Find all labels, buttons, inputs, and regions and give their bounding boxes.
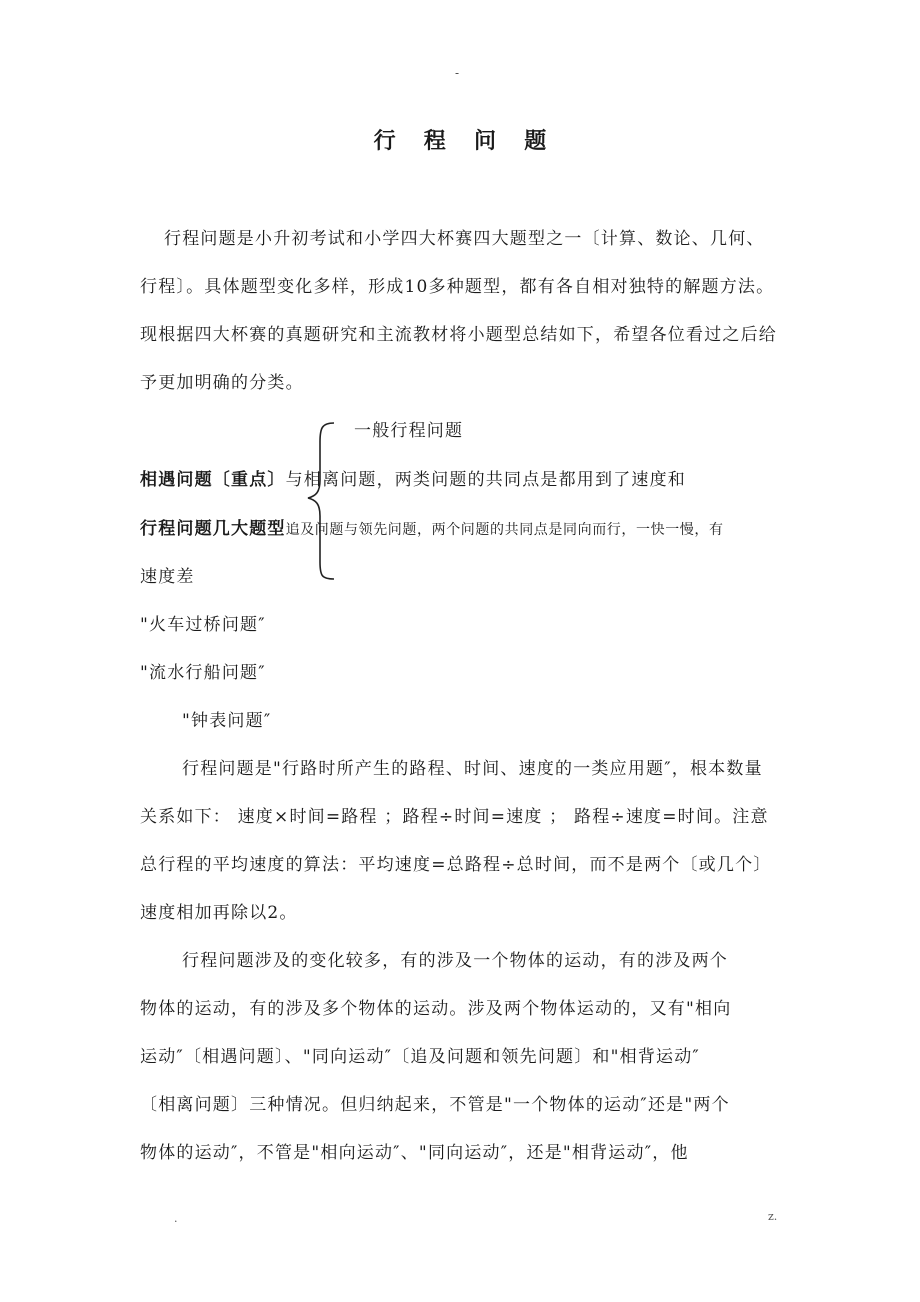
chase-description: 追及问题与领先问题，两个问题的共同点是同向而行，一快一慢，有 [285, 522, 724, 538]
meet-description: 与相离问题，两类问题的共同点是都用到了速度和 [285, 470, 687, 490]
river-boat-problem: "流水行船问题″ [140, 663, 266, 683]
definition-line: 总行程的平均速度的算法：平均速度=总路程÷总时间，而不是两个〔或几个〕 [140, 855, 772, 875]
motion-line: 〔相离问题〕三种情况。但归纳起来，不管是"一个物体的运动″还是"两个 [140, 1095, 730, 1115]
intro-line: 行程问题是小升初考试和小学四大杯赛四大题型之一〔计算、数论、几何、 [164, 229, 765, 249]
intro-line: 予更加明确的分类。 [140, 373, 304, 393]
header-mark: - [455, 66, 460, 80]
footer-left-mark: . [174, 1212, 178, 1225]
intro-line: 现根据四大杯赛的真题研究和主流教材将小题型总结如下，希望各位看过之后给 [140, 325, 777, 345]
chase-tail: 速度差 [140, 567, 195, 587]
intro-line: 行程〕。具体题型变化多样，形成10多种题型，都有各自相对独特的解题方法。 [140, 277, 775, 297]
footer-right-mark: z. [768, 1210, 778, 1223]
types-line [140, 514, 724, 539]
clock-problem: "钟表问题″ [182, 711, 272, 731]
general-travel-problem: 一般行程问题 [354, 421, 464, 441]
title-char: 程 [423, 128, 446, 154]
motion-line: 运动″〔相遇问题〕、"同向运动″〔追及问题和领先问题〕和"相背运动″ [140, 1047, 700, 1067]
title-char: 题 [524, 128, 547, 154]
curly-brace [302, 420, 342, 582]
motion-line: 物体的运动，有的涉及多个物体的运动。涉及两个物体运动的，又有"相向 [140, 999, 732, 1019]
types-label: 行程问题几大题型 [140, 519, 286, 539]
motion-line: 物体的运动″，不管是"相向运动″、"同向运动″，还是"相背运动″，他 [140, 1143, 689, 1163]
meet-label: 相遇问题〔重点〕 [140, 470, 286, 490]
motion-line: 行程问题涉及的变化较多，有的涉及一个物体的运动，有的涉及两个 [182, 951, 728, 971]
definition-line: 行程问题是"行路时所产生的路程、时间、速度的一类应用题″，根本数量 [182, 759, 763, 779]
definition-line: 关系如下： 速度×时间=路程 ；路程÷时间=速度 ； 路程÷速度=时间。注意 [140, 807, 769, 827]
title-char: 问 [474, 128, 497, 154]
definition-line: 速度相加再除以2。 [140, 903, 298, 923]
train-bridge-problem: "火车过桥问题″ [140, 615, 266, 635]
title-char: 行 [373, 128, 396, 154]
page-title [0, 124, 920, 155]
meet-line [140, 465, 686, 490]
